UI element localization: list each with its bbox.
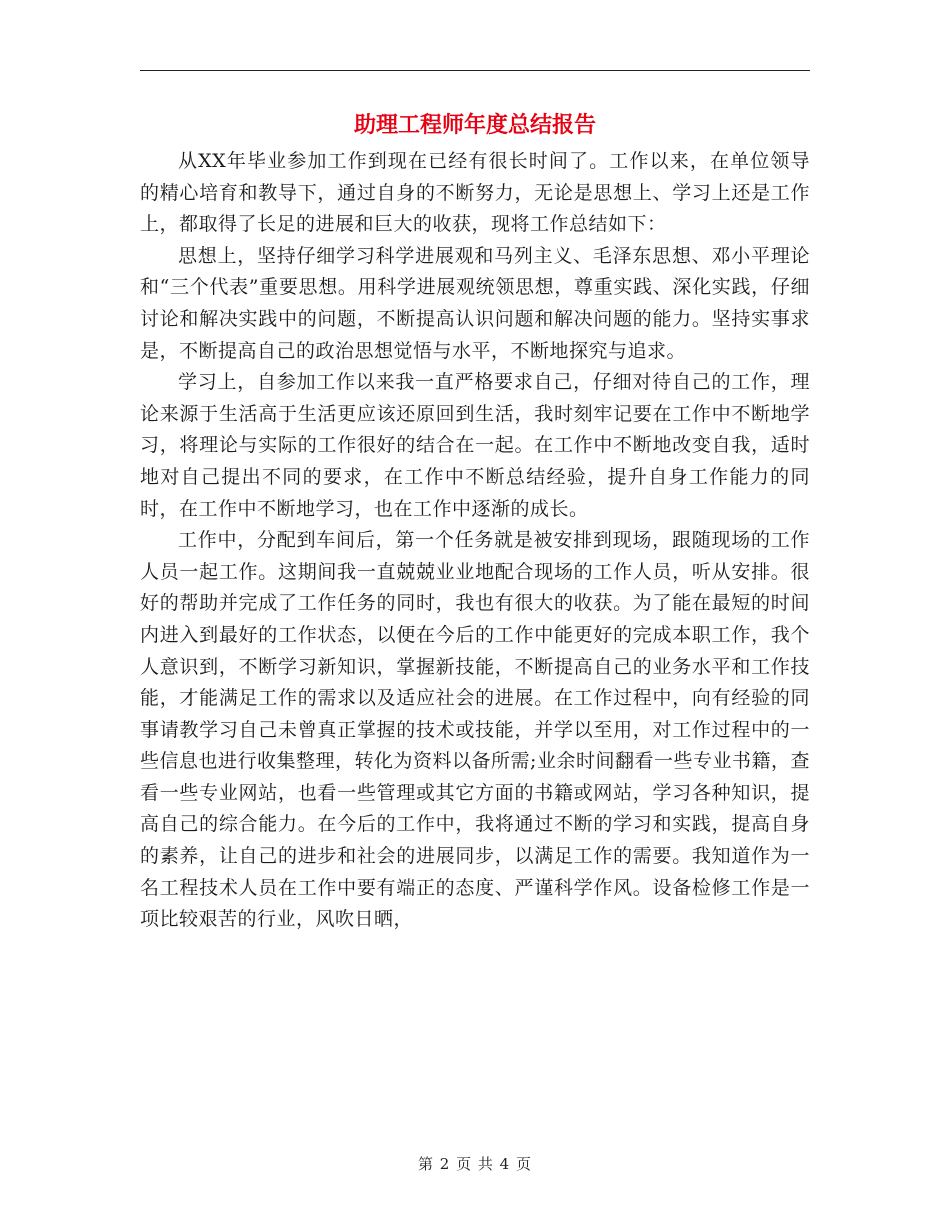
paragraph-study: 学习上，自参加工作以来我一直严格要求自己，仔细对待自己的工作，理论来源于生活高于生活更应该还原回到生活，我时刻牢记要在工作中不断地学习，将理论与实际的工作很好的结合在一起。在工作中不断地改变自我，适时地对自己提出不同的要求，在工作中不断总结经验，提升自身工作能力的同时，在工作中不断地学习，也在工作中逐渐的成长。 [140,371,810,520]
page-number: 第 2 页 共 4 页 [418,1155,532,1173]
paragraph-thought: 思想上，坚持仔细学习科学进展观和马列主义、毛泽东思想、邓小平理论和“三个代表”重要思想。用科学进展观统领思想，尊重实践、深化实践，仔细讨论和解决实践中的问题，不断提高认识问题和解决问题的能力。坚持实事求是，不断提高自己的政治思想觉悟与水平，不断地探究与追求。 [140,244,810,362]
page-footer [0,1154,950,1174]
document-title: 助理工程师年度总结报告 [353,113,596,138]
header-rule [140,70,810,71]
document-body [140,146,810,936]
paragraph-work: 工作中，分配到车间后，第一个任务就是被安排到现场，跟随现场的工作人员一起工作。这期间我一直兢兢业业地配合现场的工作人员，听从安排。很好的帮助并完成了工作任务的同时，我也有很大的收获。为了能在最短的时间内进入到最好的工作状态，以便在今后的工作中能更好的完成本职工作，我个人意识到，不断学习新知识，掌握新技能，不断提高自己的业务水平和工作技能，才能满足工作的需求以及适应社会的进展。在工作过程中，向有经验的同事请教学习自己未曾真正掌握的技术或技能，并学以至用，对工作过程中的一些信息也进行收集整理，转化为资料以备所需;业余时间翻看一些专业书籍，查看一些专业网站，也看一些管理或其它方面的书籍或网站，学习各种知识，提高自己的综合能力。在今后的工作中，我将通过不断的学习和实践，提高自身的素养，让自己的进步和社会的进展同步，以满足工作的需要。我知道作为一名工程技术人员在工作中要有端正的态度、严谨科学作风。设备检修工作是一项比较艰苦的行业，风吹日晒， [140,529,810,931]
paragraph-intro: 从XX年毕业参加工作到现在已经有很长时间了。工作以来，在单位领导的精心培育和教导下，通过自身的不断努力，无论是思想上、学习上还是工作上，都取得了长足的进展和巨大的收获，现将工作总结如下： [140,150,810,236]
